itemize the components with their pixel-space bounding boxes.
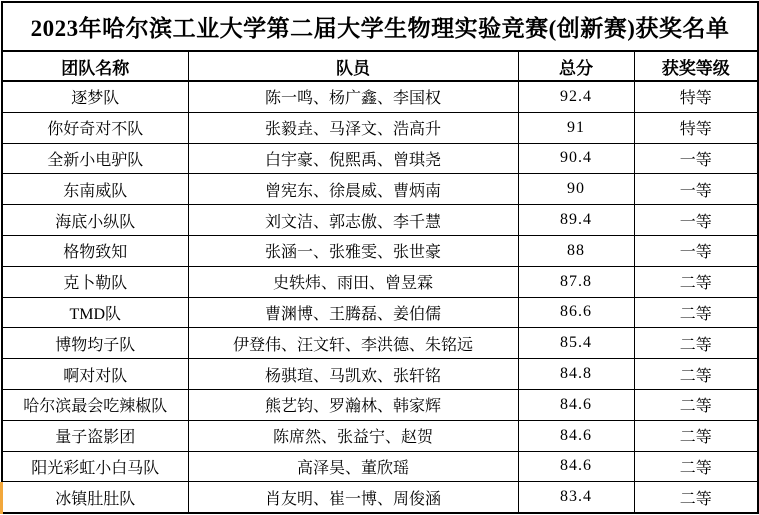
table-row [2,420,758,451]
header-members: 队员 [188,51,518,81]
team-cell: 啊对对队 [2,359,188,390]
table-row [2,235,758,266]
team-cell: 格物致知 [2,235,188,266]
team-cell: 逐梦队 [2,81,188,112]
table-row [2,328,758,359]
award-cell: 二等 [634,328,758,359]
score-cell: 84.8 [518,359,634,390]
table-row [2,112,758,143]
table-row [2,174,758,205]
award-cell: 特等 [634,81,758,112]
table-row [2,205,758,236]
award-cell: 一等 [634,174,758,205]
team-cell: 海底小纵队 [2,205,188,236]
header-team-name: 团队名称 [2,51,188,81]
table-row [2,81,758,112]
members-cell: 陈一鸣、杨广鑫、李国权 [188,81,518,112]
table-header-row [2,51,758,81]
award-cell: 一等 [634,143,758,174]
team-cell: 哈尔滨最会吃辣椒队 [2,389,188,420]
score-cell: 84.6 [518,389,634,420]
members-cell: 高泽昊、董欣瑶 [188,451,518,482]
team-cell: 博物均子队 [2,328,188,359]
members-cell: 刘文洁、郭志傲、李千慧 [188,205,518,236]
score-cell: 90.4 [518,143,634,174]
members-cell: 曾宪东、徐晨威、曹炳南 [188,174,518,205]
table-row [2,143,758,174]
members-cell: 肖友明、崔一博、周俊涵 [188,482,518,513]
award-cell: 二等 [634,297,758,328]
score-cell: 83.4 [518,482,634,513]
page-title: 2023年哈尔滨工业大学第二届大学生物理实验竞赛(创新赛)获奖名单 [2,2,758,51]
table-row [2,451,758,482]
award-cell: 二等 [634,389,758,420]
table-row [2,359,758,390]
team-cell: 你好奇对不队 [2,112,188,143]
award-cell: 二等 [634,266,758,297]
members-cell: 曹渊博、王腾磊、姜伯儒 [188,297,518,328]
score-cell: 88 [518,235,634,266]
score-cell: 91 [518,112,634,143]
members-cell: 张涵一、张雅雯、张世豪 [188,235,518,266]
score-cell: 90 [518,174,634,205]
score-cell: 87.8 [518,266,634,297]
award-cell: 二等 [634,359,758,390]
members-cell: 史轶炜、雨田、曾昱霖 [188,266,518,297]
team-cell: 量子盗影团 [2,420,188,451]
awards-table [1,1,759,514]
team-cell: 东南威队 [2,174,188,205]
table-row [2,266,758,297]
score-cell: 84.6 [518,451,634,482]
award-cell: 特等 [634,112,758,143]
table-row [2,482,758,513]
row-highlight-marker [0,482,3,514]
members-cell: 张毅垚、马泽文、浩高升 [188,112,518,143]
score-cell: 86.6 [518,297,634,328]
table-row [2,297,758,328]
members-cell: 白宇豪、倪熙禹、曾琪尧 [188,143,518,174]
award-cell: 二等 [634,451,758,482]
members-cell: 杨骐瑄、马凯欢、张轩铭 [188,359,518,390]
members-cell: 熊艺钧、罗瀚林、韩家辉 [188,389,518,420]
team-cell: 阳光彩虹小白马队 [2,451,188,482]
award-cell: 一等 [634,235,758,266]
award-cell: 二等 [634,482,758,513]
score-cell: 89.4 [518,205,634,236]
score-cell: 92.4 [518,81,634,112]
header-total-score: 总分 [518,51,634,81]
award-cell: 一等 [634,205,758,236]
team-cell: 克卜勒队 [2,266,188,297]
table-row [2,389,758,420]
header-award-level: 获奖等级 [634,51,758,81]
title-row [2,2,758,51]
table-body [2,81,758,513]
members-cell: 陈席然、张益宁、赵贺 [188,420,518,451]
team-cell: TMD队 [2,297,188,328]
score-cell: 84.6 [518,420,634,451]
members-cell: 伊登伟、汪文轩、李洪德、朱铭远 [188,328,518,359]
score-cell: 85.4 [518,328,634,359]
award-cell: 二等 [634,420,758,451]
team-cell: 全新小电驴队 [2,143,188,174]
team-cell: 冰镇肚肚队 [2,482,188,513]
